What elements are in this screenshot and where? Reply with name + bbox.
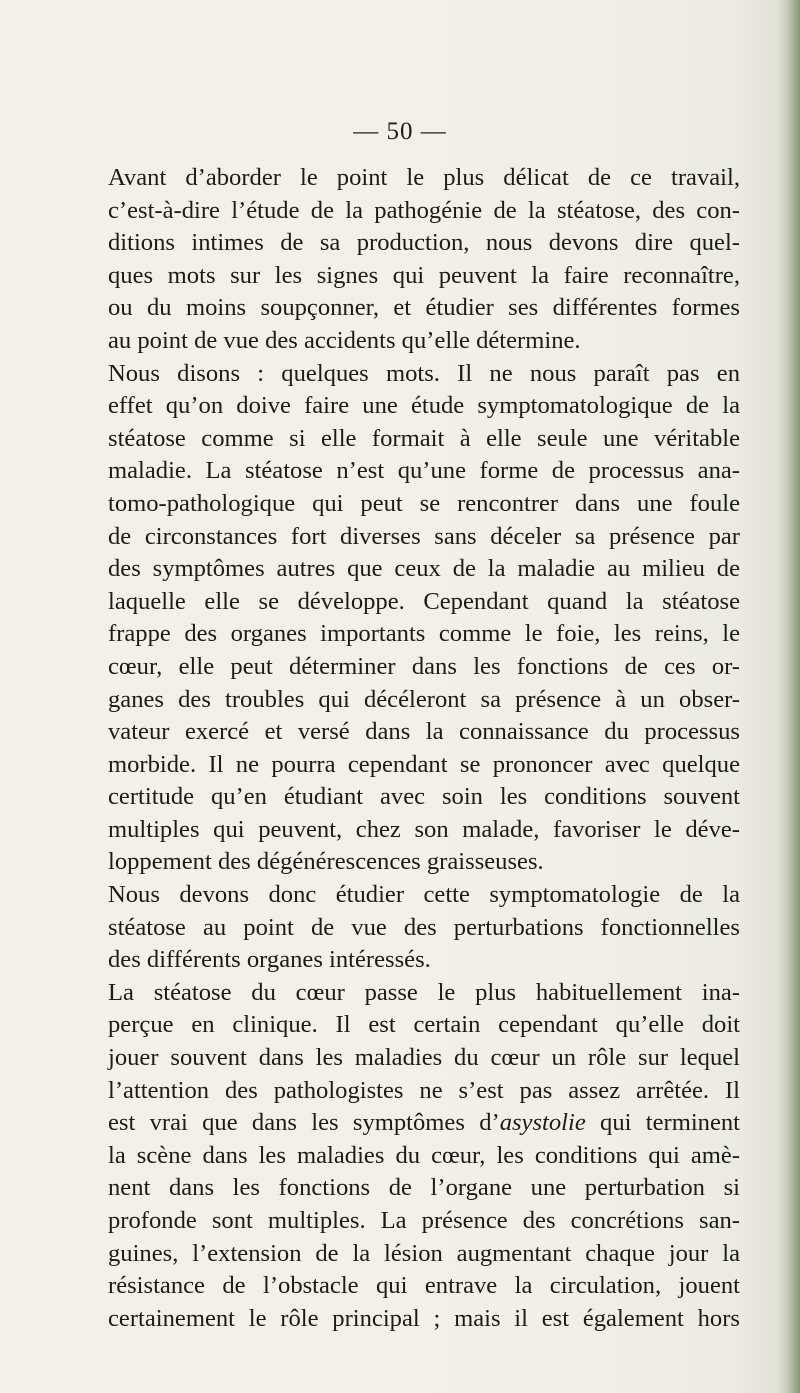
text-line: Nous devons donc étudier cette symptomatologie de la	[108, 881, 740, 909]
text-line: ganes des troubles qui décéleront sa présence à un obser-	[108, 685, 740, 713]
text-line: ou du moins soupçonner, et étudier ses différentes formes	[108, 294, 740, 322]
body-text	[108, 162, 740, 1335]
text-line: de circonstances fort diverses sans déceler sa présence par	[108, 522, 740, 550]
text-line: Avant d’aborder le point le plus délicat de ce travail,	[108, 164, 740, 191]
text-line: guines, l’extension de la lésion augmentant chaque jour la	[108, 1239, 740, 1267]
text-line: multiples qui peuvent, chez son malade, favoriser le déve-	[108, 815, 740, 843]
text-line: stéatose comme si elle formait à elle seule une véritable	[108, 424, 740, 452]
text-line: morbide. Il ne pourra cependant se prononcer avec quelque	[108, 750, 740, 778]
text-line: Nous disons : quelques mots. Il ne nous paraît pas en	[108, 359, 740, 387]
text-line: profonde sont multiples. La présence des concrétions san-	[108, 1207, 740, 1234]
text-line: ditions intimes de sa production, nous devons dire quel-	[108, 229, 740, 257]
text-line: loppement des dégénérescences graisseuses.	[108, 848, 544, 876]
text-line: laquelle elle se développe. Cependant quand la stéatose	[108, 587, 740, 615]
text-line: certitude qu’en étudiant avec soin les conditions souvent	[108, 783, 740, 811]
text-line: résistance de l’obstacle qui entrave la circulation, jouent	[108, 1272, 740, 1300]
text-line: stéatose au point de vue des perturbations fonctionnelles	[108, 913, 740, 941]
text-line: l’attention des pathologistes ne s’est pas assez arrêtée. Il	[108, 1076, 740, 1104]
text-line: des différents organes intéressés.	[108, 946, 431, 974]
text-line: vateur exercé et versé dans la connaissance du processus	[108, 718, 740, 746]
text-line: jouer souvent dans les maladies du cœur un rôle sur lequel	[108, 1044, 740, 1072]
italic-term: asystolie	[499, 1109, 586, 1137]
text-line: au point de vue des accidents qu’elle détermine.	[108, 326, 581, 354]
text-line: La stéatose du cœur passe le plus habituellement ina-	[108, 978, 740, 1006]
text-line: perçue en clinique. Il est certain cependant qu’elle doit	[108, 1011, 740, 1039]
text-line: nent dans les fonctions de l’organe une perturbation si	[108, 1174, 740, 1202]
text-line: maladie. La stéatose n’est qu’une forme de processus ana-	[108, 457, 740, 485]
text-line: frappe des organes importants comme le foie, les reins, le	[108, 620, 740, 648]
page-number: — 50 —	[353, 118, 447, 145]
text-line: tomo-pathologique qui peut se rencontrer dans une foule	[108, 489, 740, 517]
text-line: est vrai que dans les symptômes d’asystolie qui terminent	[108, 1109, 740, 1137]
text-line: des symptômes autres que ceux de la maladie au milieu de	[108, 555, 740, 583]
text-line: ques mots sur les signes qui peuvent la faire reconnaître,	[108, 261, 740, 289]
text-line: certainement le rôle principal ; mais il est également hors	[108, 1304, 740, 1332]
text-line: effet qu’on doive faire une étude symptomatologique de la	[108, 392, 740, 420]
text-line: cœur, elle peut déterminer dans les fonctions de ces or-	[108, 652, 740, 680]
text-line: c’est-à-dire l’étude de la pathogénie de la stéatose, des con-	[108, 196, 740, 224]
page-edge-shadow	[778, 0, 800, 1393]
text-line: la scène dans les maladies du cœur, les conditions qui amè-	[108, 1141, 740, 1169]
